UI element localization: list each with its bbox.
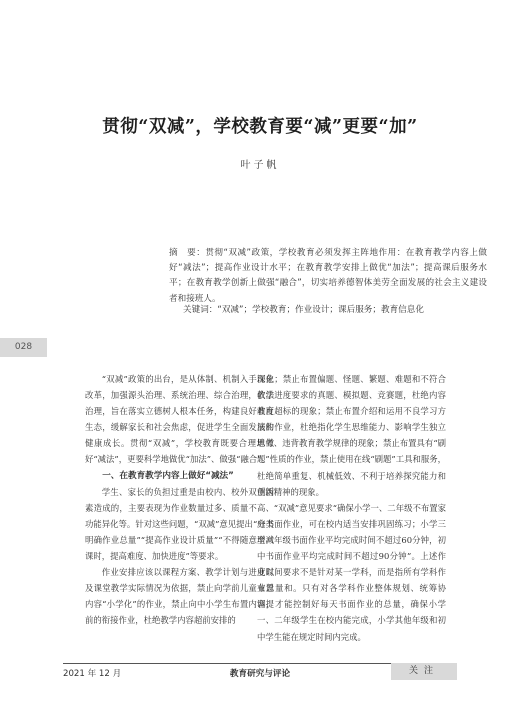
author-name: 叶子帆 bbox=[240, 160, 280, 171]
section-tag: 关注 bbox=[391, 663, 457, 680]
abstract bbox=[169, 246, 487, 307]
footer-journal: 教育研究与评论 bbox=[229, 669, 291, 679]
article-title: 贯彻“双减”，学校教育要“减”更要“加” bbox=[102, 117, 418, 137]
keywords bbox=[183, 303, 487, 318]
footer-date: 2021 年 12 月 bbox=[63, 669, 122, 679]
abstract-text: 贯彻“双减”政策，学校教育必须发挥主阵地作用：在教育教学内容上做好“减法”；提高作业设计水平；在教育教学安排上做优“加法”；提高课后服务水平；在教育教学创新上做强“融合”，切实培养德智体美劳全面发展的社会主义建设者和接班人。 bbox=[169, 248, 487, 304]
left-column bbox=[85, 371, 274, 629]
page-number: 028 bbox=[0, 338, 47, 357]
section-heading: 一、在教育教学内容上做好“减法” bbox=[102, 470, 234, 481]
paragraph: 作业安排应该以课程方案、教学计划与进度以及课堂教学实际情况为依据，禁止向学前儿童布置内容“小学化”的作业，禁止向中小学生布置内容提前的衔接作业，杜绝教学内容超前安排的 bbox=[85, 567, 274, 626]
paragraph: “双减”政策的出台，是从体制、机制入手深化改革，加强源头治理、系统治理、综合治理，依法治理，旨在落实立德树人根本任务，构建良好教育生态，缓解家长和社会焦虑，促进学生全面发展和健康成长。贯彻“双减”，学校教育既要合理地做好“减法”，更要科学地做优“加法”、做强“融合”。 bbox=[85, 374, 274, 465]
keywords-text: “双减”；学校教育；作业设计；课后服务；教育信息化 bbox=[217, 305, 424, 315]
right-column bbox=[257, 371, 446, 645]
abstract-label: 摘 要： bbox=[169, 248, 206, 258]
paragraph: 学生、家长的负担过重是由校内、校外双重因素造成的，主要表现为作业数量过多、质量不高、功能异化等。针对这些问题，“双减”意见提出“分类明确作业总量”“提高作业设计质量”“不得随意增减课时，提高难度、加快进度”等要求。 bbox=[85, 486, 274, 562]
paragraph: 现象；禁止布置偏题、怪题、繁题、难题和不符合教学进度要求的真题、模拟题、竞赛题，杜绝内容难度超标的现象；禁止布置介绍和运用不良学习方法的作业，杜绝指化学生思维能力、影响学生独立思考、违背教育教学规律的现象；禁止布置具有“刷题”性质的作业，禁止使用在线“刷题”工具和服务，杜绝简单重复、机械低效、不利于培养探究能力和创新精神的现象。 bbox=[257, 374, 446, 497]
keywords-label: 关键词： bbox=[183, 305, 218, 315]
paragraph: “双减”意见要求“确保小学一、二年级不布置家庭书面作业，可在校内适当安排巩固练习；小学三至六年级书面作业平均完成时间不超过60分钟，初中书面作业平均完成时间不超过90分钟”。上述作业时间要求不是针对某一学科，而是指所有学科作业总量和。只有对各学科作业整体规划、统筹协调，才能控制好每天书面作业的总量，确保小学一、二年级学生在校内能完成，小学其他年级和初中学生能在规定时间内完成。 bbox=[257, 502, 446, 642]
